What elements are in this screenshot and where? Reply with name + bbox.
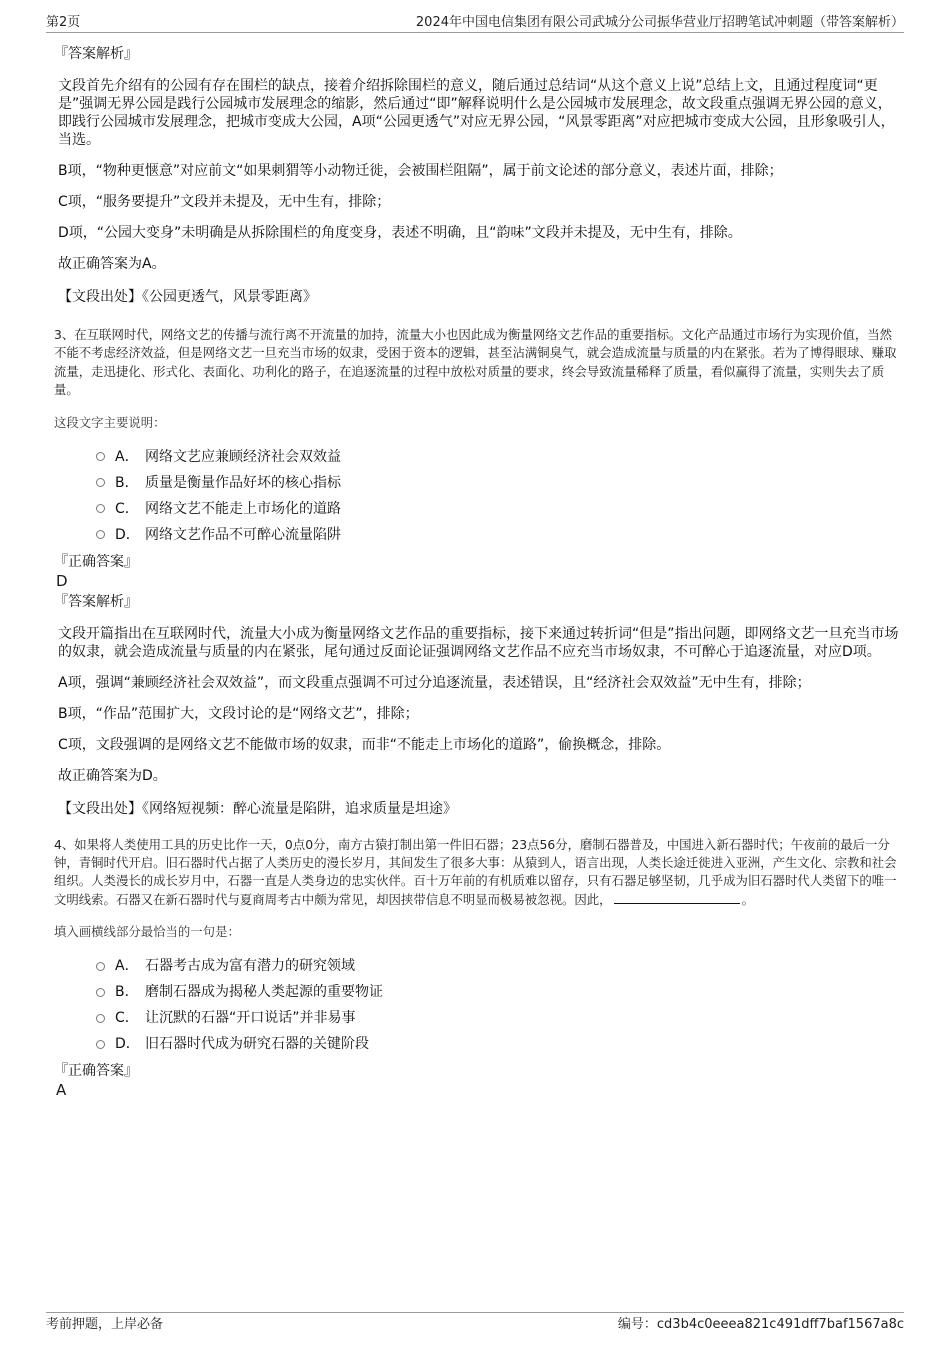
q2-conclusion: 故正确答案为A。	[58, 256, 166, 272]
q2-option-d-analysis: D项，“公园大变身”未明确是从拆除围栏的角度变身，表述不明确，且“韵味”文段并未提及，无中生有，排除。	[58, 225, 742, 241]
radio-icon[interactable]	[96, 452, 105, 461]
q3-option-b[interactable]: B． 质量是衡量作品好坏的核心指标	[96, 470, 904, 496]
q3-conclusion: 故正确答案为D。	[58, 767, 167, 784]
fill-blank	[614, 891, 740, 904]
radio-icon[interactable]	[96, 962, 105, 971]
document-title: 2024年中国电信集团有限公司武城分公司振华营业厅招聘笔试冲刺题（带答案解析）	[415, 15, 904, 30]
radio-icon[interactable]	[96, 988, 105, 997]
radio-icon[interactable]	[96, 1040, 105, 1049]
q3-prompt: 这段文字主要说明：	[54, 414, 166, 430]
radio-icon[interactable]	[96, 478, 105, 487]
q3-analysis-heading: 『答案解析』	[54, 593, 138, 610]
q3-option-d[interactable]: D． 网络文艺作品不可醉心流量陷阱	[96, 522, 904, 548]
q4-options	[54, 953, 904, 1057]
page-footer	[46, 1312, 904, 1333]
q3-analysis: 文段开篇指出在互联网时代，流量大小成为衡量网络文艺作品的重要指标，接下来通过转折词“但是”指出问题，即网络文艺一旦充当市场的奴隶，就会造成流量与质量的内在紧张，尾句通过反面论证强调网络文艺作品不应充当市场奴隶，不可醉心于追逐流量，对应D项。	[58, 625, 899, 660]
page-number: 第2页	[46, 15, 81, 30]
q4-option-b[interactable]: B． 磨制石器成为揭秘人类起源的重要物证	[96, 979, 904, 1005]
radio-icon[interactable]	[96, 530, 105, 539]
q2-analysis: 文段首先介绍有的公园有存在围栏的缺点，接着介绍拆除围栏的意义，随后通过总结词“从这个意义上说”总结上文，且通过程度词“更是”强调无界公园是践行公园城市发展理念的缩影，然后通过“即”解释说明什么是公园城市发展理念，故文段重点强调无界公园的意义，即践行公园城市发展理念，把城市变成大公园，A项“公园更透气”对应无界公园，“风景零距离”对应把城市变成大公园，且形象吸引人，当选。	[58, 78, 895, 148]
radio-icon[interactable]	[96, 504, 105, 513]
q4-answer-heading: 『正确答案』	[54, 1063, 138, 1080]
radio-icon[interactable]	[96, 1014, 105, 1023]
q3-option-c[interactable]: C． 网络文艺不能走上市场化的道路	[96, 496, 904, 522]
q2-source: 【文段出处】《公园更透气，风景零距离》	[58, 289, 317, 305]
q3-answer: D	[56, 571, 68, 590]
q3-option-a-analysis: A项，强调“兼顾经济社会双效益”，而文段重点强调不可过分追逐流量，表述错误，且“经济社会双效益”无中生有，排除；	[58, 674, 811, 691]
q4-text: 4、如果将人类使用工具的历史比作一天，0点0分，南方古猿打制出第一件旧石器；23点56分，磨制石器普及，中国进入新石器时代；午夜前的最后一分钟，青铜时代开启。旧石器时代占据了人类历史的漫长岁月，其间发生了很多大事：从猿到人，语言出现，人类长途迁徙进入亚洲，产生文化、宗教和社会组织。人类漫长的成长岁月中，石器一直是人类身边的忠实伙伴。百十万年前的有机质难以留存，只有石器足够坚韧，几乎成为旧石器时代人类留下的唯一文明线索。石器又在新石器时代与夏商周考古中颇为常见，却因挟带信息不明显而极易被忽视。因此， 。	[54, 836, 897, 907]
q4-prompt: 填入画横线部分最恰当的一句是：	[54, 924, 240, 940]
q2-option-b-analysis: B项，“物种更惬意”对应前文“如果刺猬等小动物迁徙，会被围栏阻隔”，属于前文论述的部分意义，表述片面，排除；	[58, 163, 783, 179]
q3-option-c-analysis: C项，文段强调的是网络文艺不能做市场的奴隶，而非“不能走上市场化的道路”，偷换概念，排除。	[58, 736, 671, 753]
q3-option-a[interactable]: A． 网络文艺应兼顾经济社会双效益	[96, 444, 904, 470]
q4-option-d[interactable]: D． 旧石器时代成为研究石器的关键阶段	[96, 1031, 904, 1057]
q2-analysis-heading: 『答案解析』	[54, 46, 138, 62]
q3-text: 3、在互联网时代，网络文艺的传播与流行离不开流量的加持，流量大小也因此成为衡量网络文艺作品的重要指标。文化产品通过市场行为实现价值，当然不能不考虑经济效益，但是网络文艺一旦充当市场的奴隶，受困于资本的逻辑，甚至沾满铜臭气，就会造成流量与质量的内在紧张。若为了博得眼球、赚取流量，走迅捷化、形式化、表面化、功利化的路子，在追逐流量的过程中放松对质量的要求，终会导致流量稀释了质量，看似赢得了流量，实则失去了质量。	[54, 327, 897, 398]
page-content	[54, 44, 904, 1099]
q4-option-a[interactable]: A． 石器考古成为富有潜力的研究领域	[96, 953, 904, 979]
q3-answer-heading: 『正确答案』	[54, 553, 138, 570]
q3-options	[54, 444, 904, 548]
q4-answer: A	[56, 1081, 67, 1100]
page-header	[46, 14, 904, 33]
q4-option-c[interactable]: C． 让沉默的石器“开口说话”并非易事	[96, 1005, 904, 1031]
q3-option-b-analysis: B项，“作品”范围扩大，文段讨论的是“网络文艺”，排除；	[58, 705, 419, 722]
q2-option-c-analysis: C项，“服务要提升”文段并未提及，无中生有，排除；	[58, 194, 391, 210]
q3-source: 【文段出处】《网络短视频：醉心流量是陷阱，追求质量是坦途》	[58, 800, 457, 817]
document-id: 编号：cd3b4c0eeea821c491dff7baf1567a8c	[617, 1317, 904, 1332]
footer-slogan: 考前押题，上岸必备	[46, 1317, 164, 1332]
